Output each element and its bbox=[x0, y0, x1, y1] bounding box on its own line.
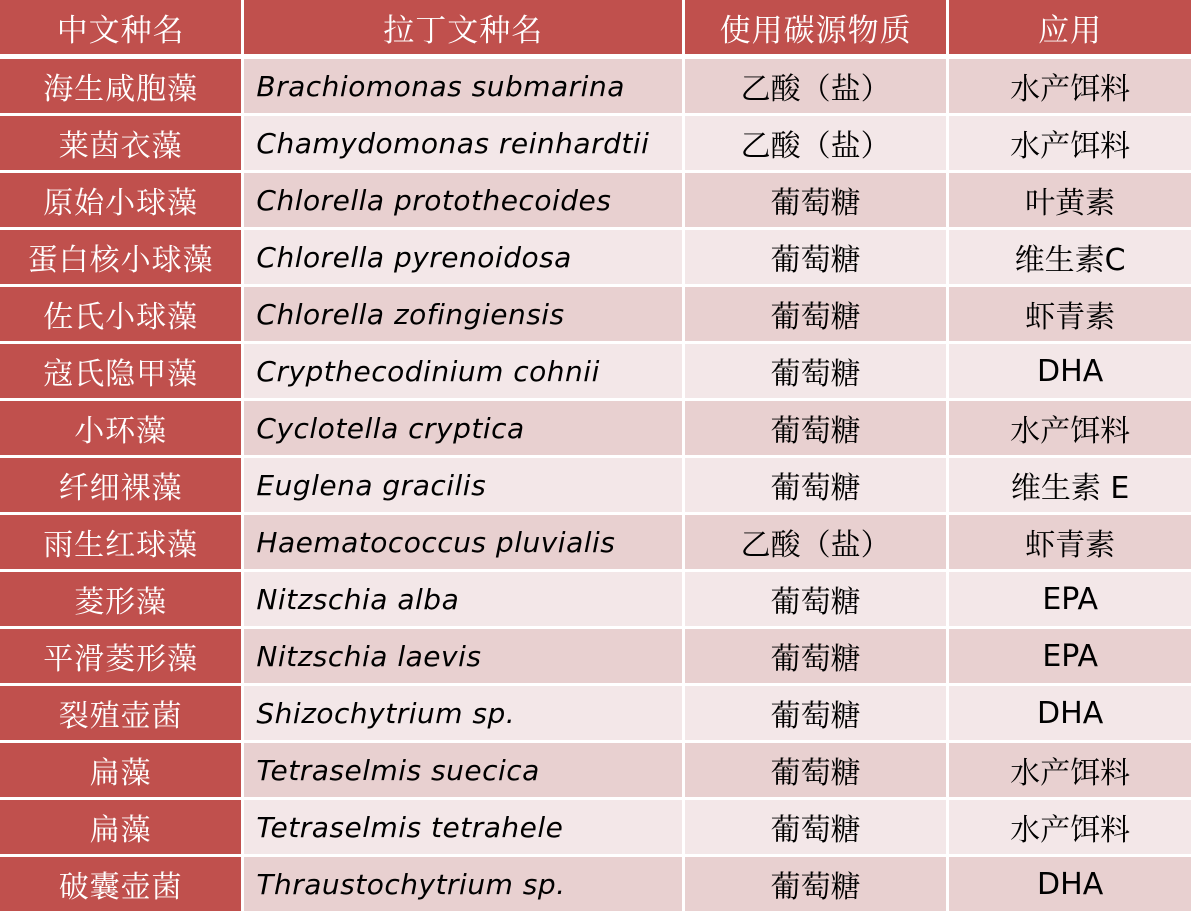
table-row bbox=[0, 458, 1191, 512]
cell-latin-name: Haematococcus pluvialis bbox=[244, 515, 682, 569]
cell-carbon-source: 葡萄糖 bbox=[685, 401, 946, 455]
table-row bbox=[0, 344, 1191, 398]
table-row bbox=[0, 230, 1191, 284]
cell-latin-name: Tetraselmis suecica bbox=[244, 743, 682, 797]
cell-latin-name: Chlorella zofingiensis bbox=[244, 287, 682, 341]
cell-application: 水产饵料 bbox=[949, 57, 1191, 113]
header-chinese-name: 中文种名 bbox=[0, 0, 241, 54]
table-row bbox=[0, 857, 1191, 911]
cell-latin-name: Cyclotella cryptica bbox=[244, 401, 682, 455]
cell-chinese-name: 扁藻 bbox=[0, 800, 241, 854]
cell-chinese-name: 扁藻 bbox=[0, 743, 241, 797]
cell-latin-name: Euglena gracilis bbox=[244, 458, 682, 512]
cell-chinese-name: 菱形藻 bbox=[0, 572, 241, 626]
cell-chinese-name: 寇氏隐甲藻 bbox=[0, 344, 241, 398]
cell-chinese-name: 莱茵衣藻 bbox=[0, 116, 241, 170]
cell-application: 水产饵料 bbox=[949, 116, 1191, 170]
cell-latin-name: Crypthecodinium cohnii bbox=[244, 344, 682, 398]
table-row bbox=[0, 629, 1191, 683]
table-row bbox=[0, 57, 1191, 113]
cell-carbon-source: 葡萄糖 bbox=[685, 572, 946, 626]
cell-chinese-name: 裂殖壶菌 bbox=[0, 686, 241, 740]
table-row bbox=[0, 515, 1191, 569]
cell-chinese-name: 蛋白核小球藻 bbox=[0, 230, 241, 284]
header-carbon-source: 使用碳源物质 bbox=[685, 0, 946, 54]
cell-latin-name: Nitzschia laevis bbox=[244, 629, 682, 683]
cell-application: EPA bbox=[949, 629, 1191, 683]
cell-latin-name: Chamydomonas reinhardtii bbox=[244, 116, 682, 170]
cell-carbon-source: 葡萄糖 bbox=[685, 173, 946, 227]
table-row bbox=[0, 572, 1191, 626]
cell-application: 虾青素 bbox=[949, 287, 1191, 341]
header-application: 应用 bbox=[949, 0, 1191, 54]
cell-application: 水产饵料 bbox=[949, 800, 1191, 854]
cell-latin-name: Shizochytrium sp. bbox=[244, 686, 682, 740]
cell-carbon-source: 葡萄糖 bbox=[685, 686, 946, 740]
cell-carbon-source: 葡萄糖 bbox=[685, 800, 946, 854]
cell-carbon-source: 葡萄糖 bbox=[685, 458, 946, 512]
cell-carbon-source: 葡萄糖 bbox=[685, 287, 946, 341]
cell-chinese-name: 破囊壶菌 bbox=[0, 857, 241, 911]
cell-carbon-source: 乙酸（盐） bbox=[685, 116, 946, 170]
table-row bbox=[0, 287, 1191, 341]
header-latin-name: 拉丁文种名 bbox=[244, 0, 682, 54]
cell-chinese-name: 小环藻 bbox=[0, 401, 241, 455]
table-row bbox=[0, 743, 1191, 797]
cell-chinese-name: 纤细裸藻 bbox=[0, 458, 241, 512]
table-row bbox=[0, 686, 1191, 740]
cell-carbon-source: 乙酸（盐） bbox=[685, 57, 946, 113]
table-row bbox=[0, 173, 1191, 227]
table-body bbox=[0, 57, 1191, 911]
cell-latin-name: Tetraselmis tetrahele bbox=[244, 800, 682, 854]
cell-chinese-name: 雨生红球藻 bbox=[0, 515, 241, 569]
cell-latin-name: Chlorella protothecoides bbox=[244, 173, 682, 227]
cell-carbon-source: 葡萄糖 bbox=[685, 230, 946, 284]
cell-application: DHA bbox=[949, 344, 1191, 398]
cell-chinese-name: 佐氏小球藻 bbox=[0, 287, 241, 341]
cell-chinese-name: 平滑菱形藻 bbox=[0, 629, 241, 683]
cell-application: 维生素C bbox=[949, 230, 1191, 284]
cell-application: 叶黄素 bbox=[949, 173, 1191, 227]
table-row bbox=[0, 401, 1191, 455]
cell-latin-name: Chlorella pyrenoidosa bbox=[244, 230, 682, 284]
table-row bbox=[0, 116, 1191, 170]
cell-carbon-source: 葡萄糖 bbox=[685, 344, 946, 398]
cell-application: 维生素 E bbox=[949, 458, 1191, 512]
cell-latin-name: Nitzschia alba bbox=[244, 572, 682, 626]
cell-application: 虾青素 bbox=[949, 515, 1191, 569]
cell-carbon-source: 乙酸（盐） bbox=[685, 515, 946, 569]
cell-carbon-source: 葡萄糖 bbox=[685, 857, 946, 911]
cell-application: DHA bbox=[949, 686, 1191, 740]
table-row bbox=[0, 800, 1191, 854]
cell-carbon-source: 葡萄糖 bbox=[685, 743, 946, 797]
cell-application: DHA bbox=[949, 857, 1191, 911]
header-row bbox=[0, 0, 1191, 54]
cell-chinese-name: 海生咸胞藻 bbox=[0, 57, 241, 113]
cell-carbon-source: 葡萄糖 bbox=[685, 629, 946, 683]
cell-application: 水产饵料 bbox=[949, 743, 1191, 797]
cell-application: EPA bbox=[949, 572, 1191, 626]
cell-application: 水产饵料 bbox=[949, 401, 1191, 455]
cell-latin-name: Thraustochytrium sp. bbox=[244, 857, 682, 911]
cell-chinese-name: 原始小球藻 bbox=[0, 173, 241, 227]
cell-latin-name: Brachiomonas submarina bbox=[244, 57, 682, 113]
